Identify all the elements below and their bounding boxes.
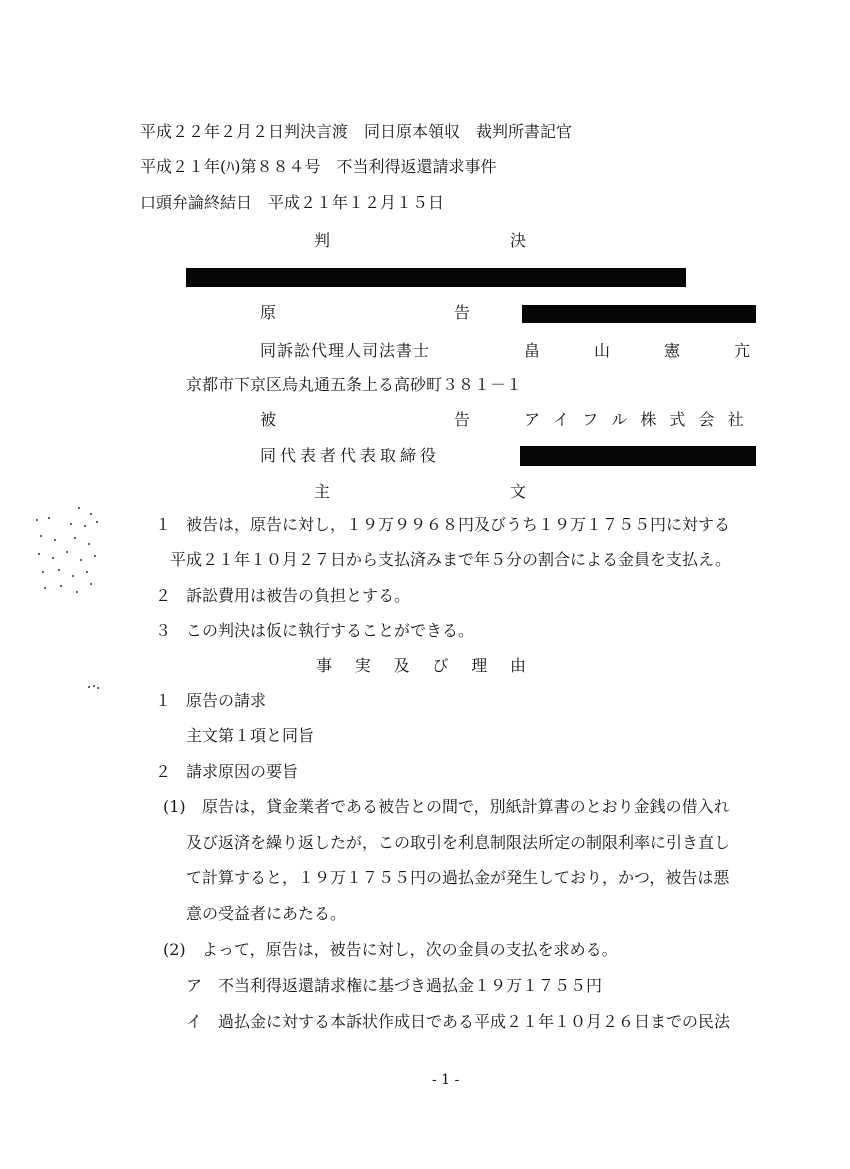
- paragraph-1-line-4: 意の受益者にあたる。: [186, 904, 347, 923]
- paragraph-2-text: よって，原告は，被告に対し，次の金員の支払を求める。: [202, 940, 618, 959]
- main-item-3-number: ３: [155, 621, 172, 640]
- paragraph-1-number: (1): [163, 797, 186, 816]
- header-line-2: 平成２１年(ﾊ)第８８４号 不当利得返還請求事件: [140, 157, 497, 176]
- item-i-label: イ: [186, 1012, 203, 1031]
- header-line-1: 平成２２年２月２日判決言渡 同日原本領収 裁判所書記官: [140, 122, 573, 141]
- paragraph-2-number: (2): [163, 940, 186, 959]
- main-item-1-line-1: 被告は，原告に対し，１９万９９６８円及びうち１９万１７５５円に対する: [186, 515, 731, 534]
- paragraph-1-line-1: 原告は，貸金業者である被告との間で，別紙計算書のとおり金銭の借入れ: [202, 797, 730, 816]
- main-item-1-line-2: 平成２１年１０月２７日から支払済みまで年５分の割合による金員を支払え。: [170, 550, 731, 569]
- margin-ink-dots: [30, 505, 105, 600]
- section-2-title: 請求原因の要旨: [186, 762, 299, 781]
- agent-label: 同訴訟代理人司法書士: [260, 341, 431, 360]
- judgment-title: 判 決: [314, 231, 526, 250]
- main-item-2-line-1: 訴訟費用は被告の負担とする。: [186, 586, 411, 605]
- defendant-label: 被 告: [260, 410, 470, 429]
- section-2-number: ２: [155, 762, 172, 781]
- page-number: - 1 -: [432, 1072, 460, 1088]
- facts-heading: 事 実 及 び 理 由: [316, 656, 526, 675]
- section-1-body: 主文第１項と同旨: [186, 726, 315, 745]
- defendant-name: ア イ フ ル 株 式 会 社: [524, 410, 748, 429]
- section-1-number: １: [155, 691, 172, 710]
- item-a-text: 不当利得返還請求権に基づき過払金１９万１７５５円: [218, 976, 603, 995]
- redaction-bar: [186, 268, 686, 287]
- plaintiff-label: 原 告: [260, 303, 470, 322]
- header-line-3: 口頭弁論終結日 平成２１年１２月１５日: [140, 193, 445, 212]
- paragraph-1-line-3: て計算すると，１９万１７５５円の過払金が発生しており，かつ，被告は悪: [186, 868, 730, 887]
- main-item-3-line-1: この判決は仮に執行することができる。: [186, 621, 475, 640]
- item-a-label: ア: [186, 976, 203, 995]
- margin-ink-mark: [88, 684, 100, 690]
- paragraph-1-line-2: 及び返済を繰り返したが，この取引を利息制限法所定の制限利率に引き直し: [186, 833, 731, 852]
- agent-name: 畠 山 憲 亢: [524, 341, 750, 360]
- main-text-heading: 主 文: [314, 482, 526, 501]
- main-item-1-number: １: [155, 515, 172, 534]
- redaction-bar: [520, 446, 756, 466]
- representative-label: 同代表者代表取締役: [260, 446, 441, 465]
- redaction-bar: [522, 305, 756, 323]
- section-1-title: 原告の請求: [186, 691, 267, 710]
- agent-address: 京都市下京区烏丸通五条上る高砂町３８１－１: [186, 375, 523, 394]
- item-i-text: 過払金に対する本訴状作成日である平成２１年１０月２６日までの民法: [218, 1012, 731, 1031]
- main-item-2-number: ２: [155, 586, 172, 605]
